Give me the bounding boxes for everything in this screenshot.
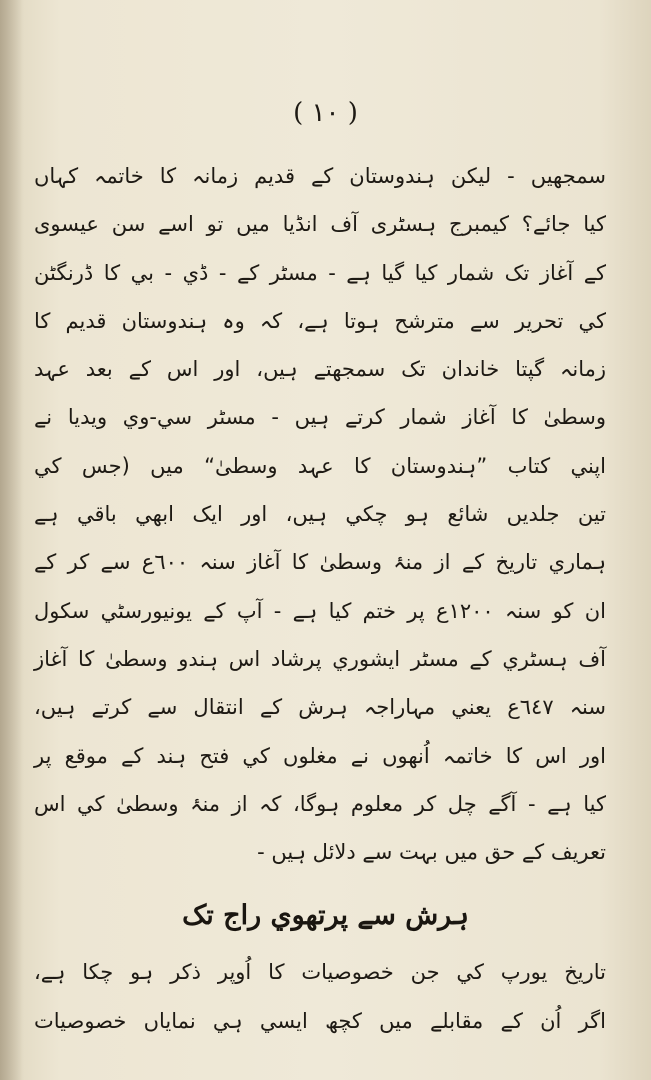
text-line: اپني کتاب ”ہندوستان کا عہد وسطیٰ“ میں (جس کي: [34, 453, 606, 478]
text-line: کیا ہے - آگے چل کر معلوم ہوگا، کہ از منۂ وسطیٰ کي اس: [34, 791, 606, 816]
text-line: وسطیٰ کا آغاز شمار کرتے ہیں - مسٹر سي-وي ویدیا نے: [34, 405, 606, 430]
text-line: ان کو سنہ ١٢٠٠ع پر ختم کیا ہے - آپ کے یونیورسٹي سکول: [34, 598, 606, 623]
text-line: اگر اُن کے مقابلے میں کچھ ایسي ہي نمایاں خصوصیات: [34, 1009, 606, 1033]
section-text: [34, 948, 606, 1046]
text-line: سمجھیں - لیکن ہندوستان کے قدیم زمانہ کا خاتمہ کہاں: [34, 164, 606, 188]
text-line: زمانہ گپتا خاندان تک سمجھتے ہیں، اور اس کے بعد عہد: [34, 357, 606, 382]
section-heading: ہرش سے پرتھوي راج تک: [182, 900, 469, 931]
text-line: سنہ ٦٤٧ع یعني مہاراجہ ہرش کے انتقال سے کرتے ہیں،: [34, 695, 606, 720]
text-line: کے آغاز تک شمار کیا گیا ہے - مسٹر کے - ڈي - بي کا ڈرنگٹن: [34, 260, 606, 285]
text-line: کي تحریر سے مترشح ہوتا ہے، کہ وہ ہندوستان قدیم کا: [34, 308, 606, 333]
text-line: کیا جائے؟ کیمبرج ہسٹری آف انڈیا میں تو اسے سن عیسوی: [34, 212, 606, 237]
text-line: تاریخ یورپ کي جن خصوصیات کا اُوپر ذکر ہو چکا ہے،: [34, 960, 606, 984]
text-line: اور اس کا خاتمہ اُنھوں نے مغلوں کي فتح ہند کے موقع پر: [34, 743, 606, 768]
body-text: [34, 152, 606, 876]
text-line: تین جلدیں شائع ہو چکي ہیں، اور ایک ابھي باقي ہے: [34, 502, 606, 527]
text-line: تعریف کے حق میں بہت سے دلائل ہیں -: [257, 840, 606, 865]
text-line: ہماري تاریخ کے از منۂ وسطیٰ کا آغاز سنہ ٦٠٠ع سے کر کے: [34, 550, 606, 575]
text-line: آف ہسٹري کے مسٹر ایشوري پرشاد اس ہندو وسطیٰ کا آغاز: [34, 646, 606, 671]
page-number: ( ١٠ ): [293, 98, 358, 128]
